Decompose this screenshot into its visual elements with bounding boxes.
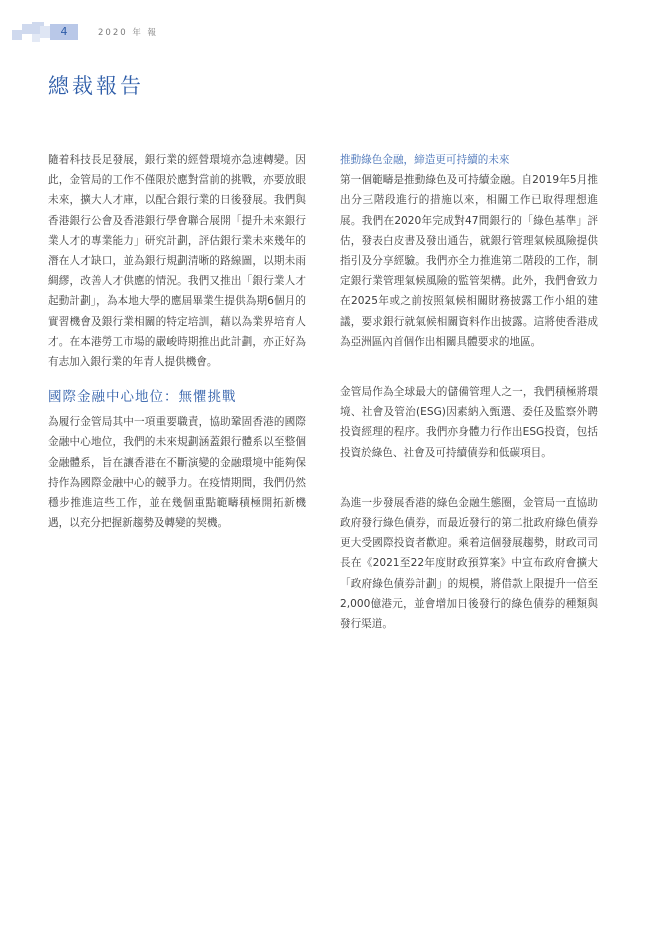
left-paragraph-1: 隨着科技長足發展，銀行業的經營環境亦急速轉變。因此，金管局的工作不僅限於應對當前的挑戰，亦要放眼未來，擴大人才庫，以配合銀行業的日後發展。我們與香港銀行公會及香港銀行學會聯合展開「提升未來銀行業人才的專業能力」研究計劃，評估銀行業未來幾年的潛在人才缺口，並為銀行規劃清晰的路線圖，以期未雨綢繆，改善人才供應的情況。我們又推出「銀行業人才起動計劃」，為本地大學的應屆畢業生提供為期6個月的實習機會及銀行業相關的特定培訓，藉以為業界培育人才。在本港勞工市場的嚴峻時期推出此計劃，亦正好為有志加入銀行業的年青人提供機會。 — [48, 154, 306, 369]
page-number: 4 — [50, 24, 78, 40]
page-title: 總裁報告 — [48, 74, 144, 98]
right-paragraph-2: 金管局作為全球最大的儲備管理人之一，我們積極將環境、社會及管治(ESG)因素納入甄選、委任及監察外聘投資經理的程序。我們亦身體力行作出ESG投資，包括投資於綠色、社會及可持續債券和低碳項目。 — [340, 386, 598, 459]
report-year: 2020 年 報 — [98, 28, 159, 38]
right-paragraph-3: 為進一步發展香港的綠色金融生態圈，金管局一直協助政府發行綠色債券，而最近發行的第二批政府綠色債券更大受國際投資者歡迎。乘着這個發展趨勢，財政司司長在《2021至22年度財政預算案》中宣布政府會擴大「政府綠色債券計劃」的規模，將借款上限提升一倍至2,000億港元，並會增加日後發行的綠色債券的種類與發行渠道。 — [340, 496, 598, 631]
sub-heading: 推動綠色金融，締造更可持續的未來 — [340, 154, 510, 166]
left-paragraph-2: 為履行金管局其中一項重要職責，協助鞏固香港的國際金融中心地位，我們的未來規劃涵蓋銀行體系以至整個金融體系，旨在讓香港在不斷演變的金融環境中能夠保持作為國際金融中心的競爭力。在疫情期間，我們仍然穩步推進這些工作，並在幾個重點範疇積極開拓新機遇，以充分把握新趨勢及轉變的契機。 — [48, 416, 306, 530]
right-paragraph-1: 第一個範疇是推動綠色及可持續金融。自2019年5月推出分三階段進行的措施以來，相關工作已取得理想進展。我們在2020年完成對47間銀行的「綠色基準」評估，發表白皮書及發出通告，就銀行管理氣候風險提供指引及分享經驗。我們亦全力推進第二階段的工作，制定銀行業管理氣候風險的監管架構。此外，我們會致力在2025年或之前按照氣候相關財務披露工作小組的建議，要求銀行就氣候相關資料作出披露。這將使香港成為亞洲區內首個作出相關具體要求的地區。 — [340, 174, 598, 348]
section-heading: 國際金融中心地位：無懼挑戰 — [48, 389, 237, 406]
left-column — [48, 150, 306, 547]
right-column — [340, 150, 598, 648]
